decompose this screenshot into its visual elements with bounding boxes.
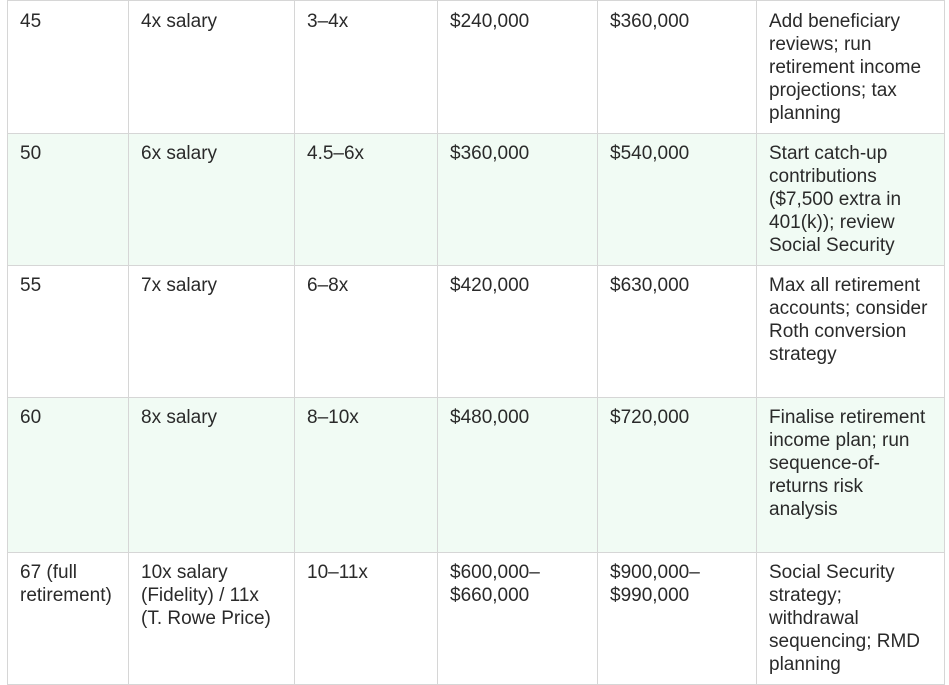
cell-value-a: $600,000–$660,000 <box>438 553 598 685</box>
cell-range: 8–10x <box>295 398 438 553</box>
table-row <box>8 1 945 134</box>
cell-age: 55 <box>8 266 129 398</box>
cell-value-b: $720,000 <box>598 398 757 553</box>
cell-age: 50 <box>8 134 129 266</box>
cell-value-b: $360,000 <box>598 1 757 134</box>
cell-benchmark: 10x salary (Fidelity) / 11x (T. Rowe Price) <box>129 553 295 685</box>
cell-range: 10–11x <box>295 553 438 685</box>
cell-actions: Max all retirement accounts; consider Roth conversion strategy <box>757 266 945 398</box>
cell-value-b: $630,000 <box>598 266 757 398</box>
cell-benchmark: 6x salary <box>129 134 295 266</box>
cell-range: 4.5–6x <box>295 134 438 266</box>
table-row <box>8 398 945 553</box>
retirement-savings-table <box>7 0 945 685</box>
cell-age: 60 <box>8 398 129 553</box>
cell-value-a: $420,000 <box>438 266 598 398</box>
cell-actions: Social Security strategy; withdrawal sequencing; RMD planning <box>757 553 945 685</box>
table-row <box>8 134 945 266</box>
cell-value-a: $240,000 <box>438 1 598 134</box>
cell-value-b: $900,000–$990,000 <box>598 553 757 685</box>
cell-value-b: $540,000 <box>598 134 757 266</box>
table-row <box>8 553 945 685</box>
cell-benchmark: 4x salary <box>129 1 295 134</box>
cell-range: 3–4x <box>295 1 438 134</box>
cell-value-a: $480,000 <box>438 398 598 553</box>
cell-benchmark: 7x salary <box>129 266 295 398</box>
cell-age: 67 (full retirement) <box>8 553 129 685</box>
cell-actions: Start catch-up contributions ($7,500 extra in 401(k)); review Social Security <box>757 134 945 266</box>
cell-value-a: $360,000 <box>438 134 598 266</box>
cell-benchmark: 8x salary <box>129 398 295 553</box>
cell-actions: Finalise retirement income plan; run sequence-of-returns risk analysis <box>757 398 945 553</box>
cell-age: 45 <box>8 1 129 134</box>
cell-actions: Add beneficiary reviews; run retirement income projections; tax planning <box>757 1 945 134</box>
table-row <box>8 266 945 398</box>
cell-range: 6–8x <box>295 266 438 398</box>
